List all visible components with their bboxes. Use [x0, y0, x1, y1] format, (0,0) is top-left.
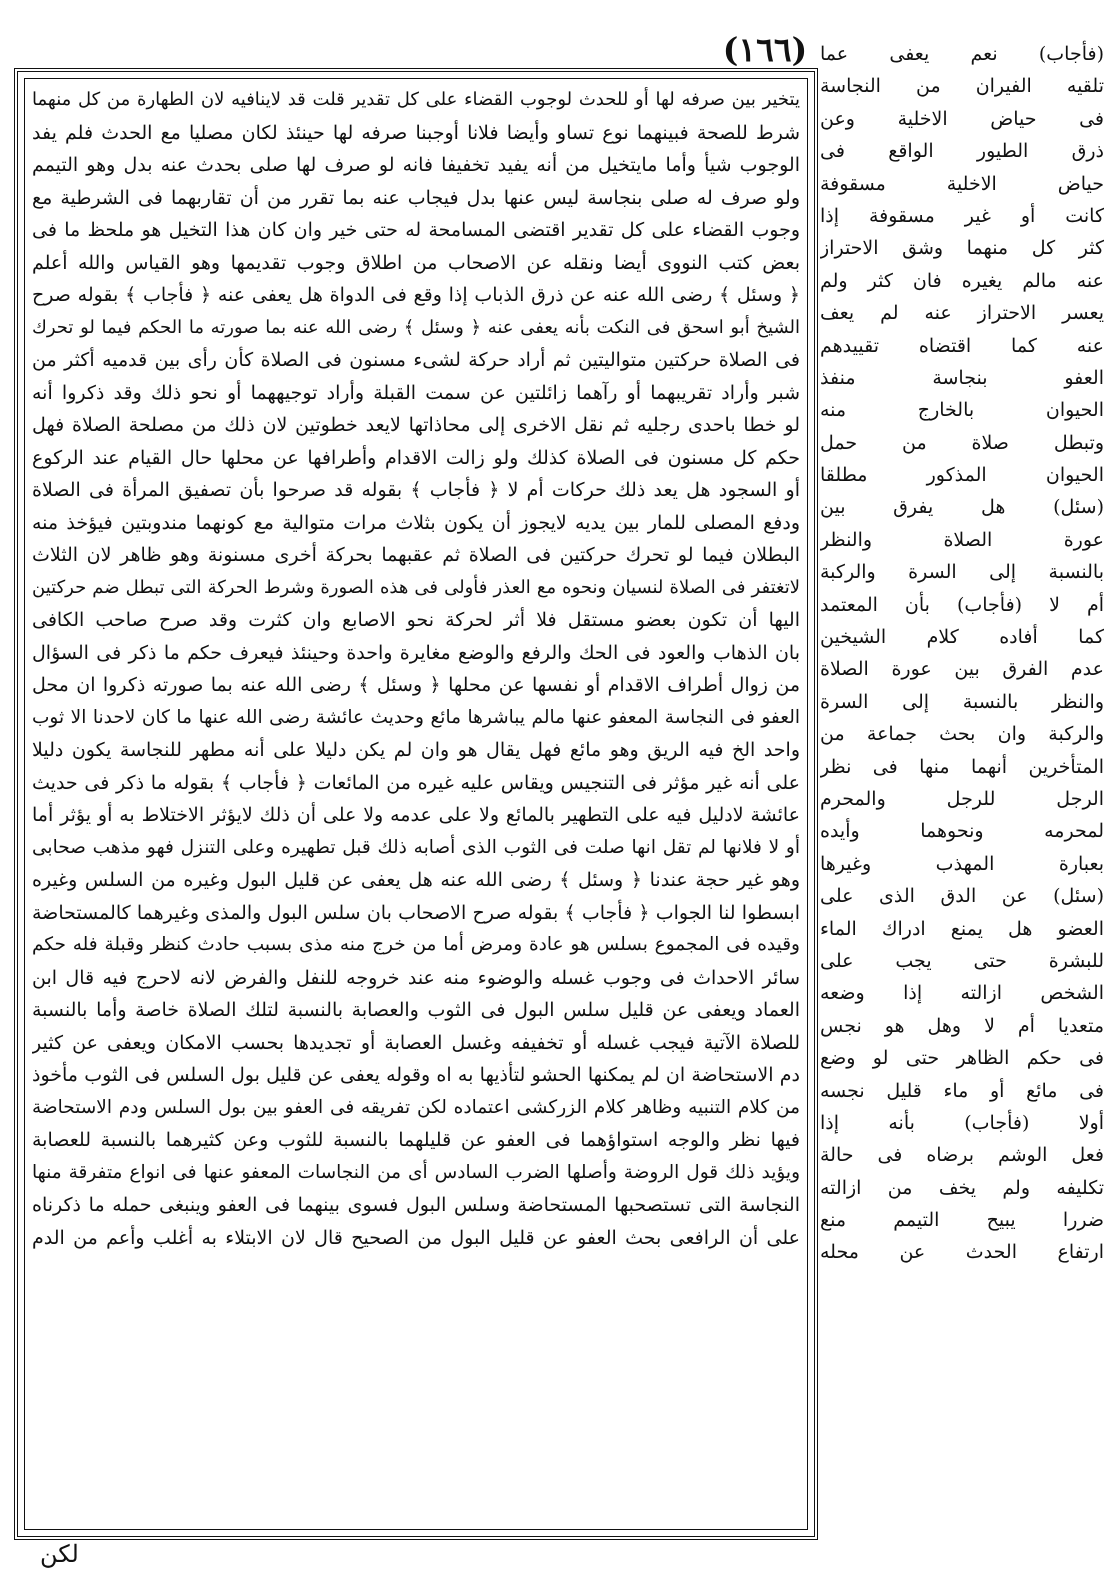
margin-text-line: فى حكم الظاهر حتى لو وضع [820, 1047, 1104, 1070]
margin-text-line: أولا (فأجاب) بأنه إذا [820, 1111, 1104, 1134]
margin-text-line: تكليفه ولم يخف من ازالته [820, 1176, 1104, 1199]
main-text-line: البطلان فيما لو تحرك حركتين فى الصلاة ثم عقبهما بحركة أخرى مسنونة وهو ظاهر لان الثلاث [32, 544, 800, 566]
margin-text-line: فى مائع أو ماء قليل نجسه [820, 1079, 1104, 1102]
main-text-line: شبر وأراد تقريبهما أو رآهما زائلتين عن سمت القبلة وأراد توجيههما أو نحو ذلك وقد ذكروا أنه [32, 381, 800, 404]
margin-text-line: يعسر الاحتراز عنه لم يعف [820, 302, 1104, 325]
main-text-line: الشيخ أبو اسحق فى النكت بأنه يعفى عنه ﴿ وسئل ﴾ رضى الله عنه بما صورته ما الحكم فيما لو تحرك [32, 316, 800, 338]
margin-text-line: (سئل) عن الدق الذى على [820, 885, 1104, 908]
catchword: لكن [40, 1540, 79, 1568]
main-text-line: الوجوب شيأ وأما مايتخيل من أنه يفيد تخفيفا فانه لو صرف لها صلى بحدث عنه بدل وهو التيمم [32, 154, 800, 176]
margin-text-line: (فأجاب) نعم يعفى عما [820, 43, 1104, 65]
main-text-line: يتخير بين صرفه لها أو للحدث لوجوب القضاء على كل تقدير قلت قد لاينافيه لان الطهارة من كل منهما [32, 89, 800, 110]
margin-text-line: عنه مالم يغيره فان كثر ولم [820, 269, 1104, 292]
main-text-line: بعض كتب النووى أيضا ونقله عن الاصحاب من اطلاق وجوب تقديمها وهو القياس والله أعلم [32, 251, 800, 274]
main-text-line: وجوب القضاء على كل تقدير اقتضى المسامحة له حتى خير وان كان هذا التخيل هو ملحظ ما فى [32, 219, 800, 241]
margin-text-line: عدم الفرق بين عورة الصلاة [820, 658, 1104, 681]
main-text-line: العفو فى النجاسة المعفو عنها مالم يباشرها مائع وحديث عائشة رضى الله عنها ما كان لاحدنا الا ثوب [32, 706, 800, 728]
main-text-line: على أنه غير مؤثر فى التنجيس ويقاس عليه غيره من المائعات ﴿ فأجاب ﴾ بقوله ما ذكر فى حديث [32, 771, 800, 794]
margin-text-line: العفو بنجاسة منفذ [820, 366, 1104, 389]
main-text-line: سائر الاحداث فى وجوب غسله والوضوء منه عند خروجه للنفل والفرض لانه لاحرج فيه قال ابن [32, 966, 800, 989]
margin-text-line: حياض الاخلية مسقوفة [820, 172, 1104, 195]
main-text-line: فيها نظر والوجه استواؤهما فى العفو عن قليلهما بالنسبة للثوب وعن كثيرهما بالنسبة للعصابة [32, 1129, 800, 1151]
margin-text-line: بالنسبة إلى السرة والركبة [820, 561, 1104, 584]
margin-text-line: والنظر بالنسبة إلى السرة [820, 690, 1104, 713]
margin-text-line: ذرق الطيور الواقع فى [820, 140, 1104, 163]
margin-text-line: العضو هل يمنع ادراك الماء [820, 917, 1104, 940]
margin-text-line: لمحرمه ونحوهما وأيده [820, 820, 1104, 843]
margin-text-line: الرجل للرجل والمحرم [820, 787, 1104, 810]
main-text-line: دم الاستحاضة ان لم يمكنها الحشو لتأذيها به اه وقوله يعفى عن قليل بول السلس فى الثوب مأخوذ [32, 1064, 800, 1086]
margin-text-line: بعبارة المهذب وغيرها [820, 852, 1104, 875]
main-text-line: اليها أن تكون بعضو مستقل فلا أثر لحركة نحو الاصابع وان كثرت وقد صرح صاحب الكافى [32, 609, 800, 631]
main-text-line: العماد ويعفى عن قليل سلس البول فى الثوب والعصابة بالنسبة لتلك الصلاة خاصة وأما بالنسبة [32, 999, 800, 1021]
main-text-line: ﴿ وسئل ﴾ رضى الله عنه عن ذرق الذباب إذا وقع فى الدواة هل يعفى عنه ﴿ فأجاب ﴾ بقوله صرح [32, 284, 800, 306]
main-text-line: وقيده فى المجموع بسلس هو عادة ومرض أما من خرج منه مذى بسبب حادث كنظر وقبلة فله حكم [32, 934, 800, 955]
main-text-line: ابسطوا لنا الجواب ﴿ فأجاب ﴾ بقوله صرح الاصحاب بان سلس البول والمذى وغيرهما كالمستحاضة [32, 901, 800, 924]
main-text-line: النجاسة التى تستصحبها المستحاضة وسلس البول فسوى بينهما فى العفو وينبغى حمله ما ذكرناه [32, 1194, 800, 1216]
margin-text-line: أم لا (فأجاب) بأن المعتمد [820, 593, 1104, 616]
main-text-line: للصلاة الآتية فيجب غسله أو تخفيفه وغسل العصابة أو تجديدها بحسب الامكان ويعفى عن كثير [32, 1031, 800, 1054]
main-text-line: شرط للصحة فبينهما نوع تساو وأيضا فلانا أوجبنا صرفه لها حينئذ لكان مصليا مع الحدث فلم يفد [32, 121, 800, 144]
margin-text-line: وتبطل صلاة من حمل [820, 431, 1104, 454]
margin-text-line: فى حياض الاخلية وعن [820, 107, 1104, 130]
margin-text-line: فعل الوشم برضاه فى حالة [820, 1144, 1104, 1167]
main-text-line: ودفع المصلى للمار بين يديه لايجوز أن يكون بثلاث مرات متوالية مع كونهما مندوبتين فيؤخذ منه [32, 511, 800, 534]
page-number: (١٦٦) [722, 30, 808, 69]
margin-text-line: تلقيه الفيران من النجاسة [820, 75, 1104, 98]
margin-commentary [820, 38, 1104, 1558]
main-text-line: ولو صرف له صلى بنجاسة ليس عنها بدل فيجاب عنه بما تقرر من أن تقاربهما فى الشرطية مع [32, 186, 800, 209]
margin-text-line: كانت أو غير مسقوفة إذا [820, 204, 1104, 227]
main-text-line: لو خطا باحدى رجليه ثم نقل الاخرى إلى محاذاتها لايعد خطوتين لان ذلك من مصلحة الصلاة فهل [32, 414, 800, 436]
margin-text-line: الحيوان المذكور مطلقا [820, 464, 1104, 487]
main-text-block [32, 84, 800, 1524]
margin-text-line: متعديا أم لا وهل هو نجس [820, 1014, 1104, 1037]
margin-text-line: (سئل) هل يفرق بين [820, 496, 1104, 519]
main-text-line: لاتغتفر فى الصلاة لنسيان ونحوه مع العذر فأولى فى هذه الصورة وشرط الحركة التى تبطل ضم حركتين [32, 576, 800, 598]
margin-text-line: ضررا يبيح التيمم منع [820, 1209, 1104, 1232]
margin-text-line: عنه كما اقتضاه تقييدهم [820, 334, 1104, 357]
main-text-line: واحد الخ فيه الريق وهو مائع فهل يقال هو وان لم يكن دليلا على أنه مطهر للنجاسة يكون دليلا [32, 739, 800, 761]
main-text-line: وهو غير حجة عندنا ﴿ وسئل ﴾ رضى الله عنه هل يعفى عن قليل البول وغيره من السلس وغيره [32, 869, 800, 891]
margin-text-line: ارتفاع الحدث عن محله [820, 1241, 1104, 1264]
main-text-line: فى الصلاة حركتين متواليتين ثم أراد حركة لشىء مسنون فى الصلاة كأن رأى بين قدميه أكثر من [32, 349, 800, 371]
margin-text-line: كما أفاده كلام الشيخين [820, 626, 1104, 649]
margin-text-line: المتأخرين أنهما منها فى نظر [820, 755, 1104, 778]
main-text-line: من كلام التنبيه وظاهر كلام الزركشى اعتماده لكن تفريقه فى العفو بين بول السلس ودم الاستحاضة [32, 1096, 800, 1118]
main-text-line: حكم كل مسنون فى الصلاة كذلك ولو زالت الاقدام وأطرافها عن محلها حال القيام عند الركوع [32, 446, 800, 469]
margin-text-line: والركبة وان بحث جماعة من [820, 723, 1104, 746]
margin-text-line: كثر كل منهما وشق الاحتراز [820, 237, 1104, 260]
main-text-line: أو لا فلانها لم تقل انها صلت فى الثوب الذى أصابه ذلك قبل تطهيره وعلى التنزل فهو مذهب صحابى [32, 836, 800, 858]
margin-text-line: عورة الصلاة والنظر [820, 528, 1104, 551]
margin-text-line: الشخص ازالته إذا وضعه [820, 982, 1104, 1005]
main-text-line: بان الذهاب والعود فى الحك والرفع والوضع مغايرة واحدة وحينئذ فيعرف حكم ما ذكر فى السؤال [32, 641, 800, 664]
main-text-line: ويؤيد ذلك قول الروضة وأصلها الضرب السادس أى من النجاسات المعفو عنها فى انواع متفرقة منها [32, 1161, 800, 1183]
main-text-line: من زوال أطراف الاقدام أو نفسها عن محلها ﴿ وسئل ﴾ رضى الله عنه بما صورته ذكروا ان محل [32, 674, 800, 696]
margin-text-line: للبشرة حتى يجب على [820, 949, 1104, 972]
main-text-line: عائشة لادليل فيه على التطهير بالمائع ولا على عدمه ولا على أن ذلك لايؤثر الاختلاط به أو يؤثر أما [32, 804, 800, 826]
main-text-line: أو السجود هل يعد ذلك حركات أم لا ﴿ فأجاب ﴾ بقوله قد صرحوا بأن تصفيق المرأة فى الصلاة [32, 479, 800, 501]
margin-text-line: الحيوان بالخارج منه [820, 399, 1104, 422]
main-text-line: على أن الرافعى بحث العفو عن قليل البول من الصحيح قال لان الابتلاء به أغلب وأعم من الدم [32, 1226, 800, 1249]
